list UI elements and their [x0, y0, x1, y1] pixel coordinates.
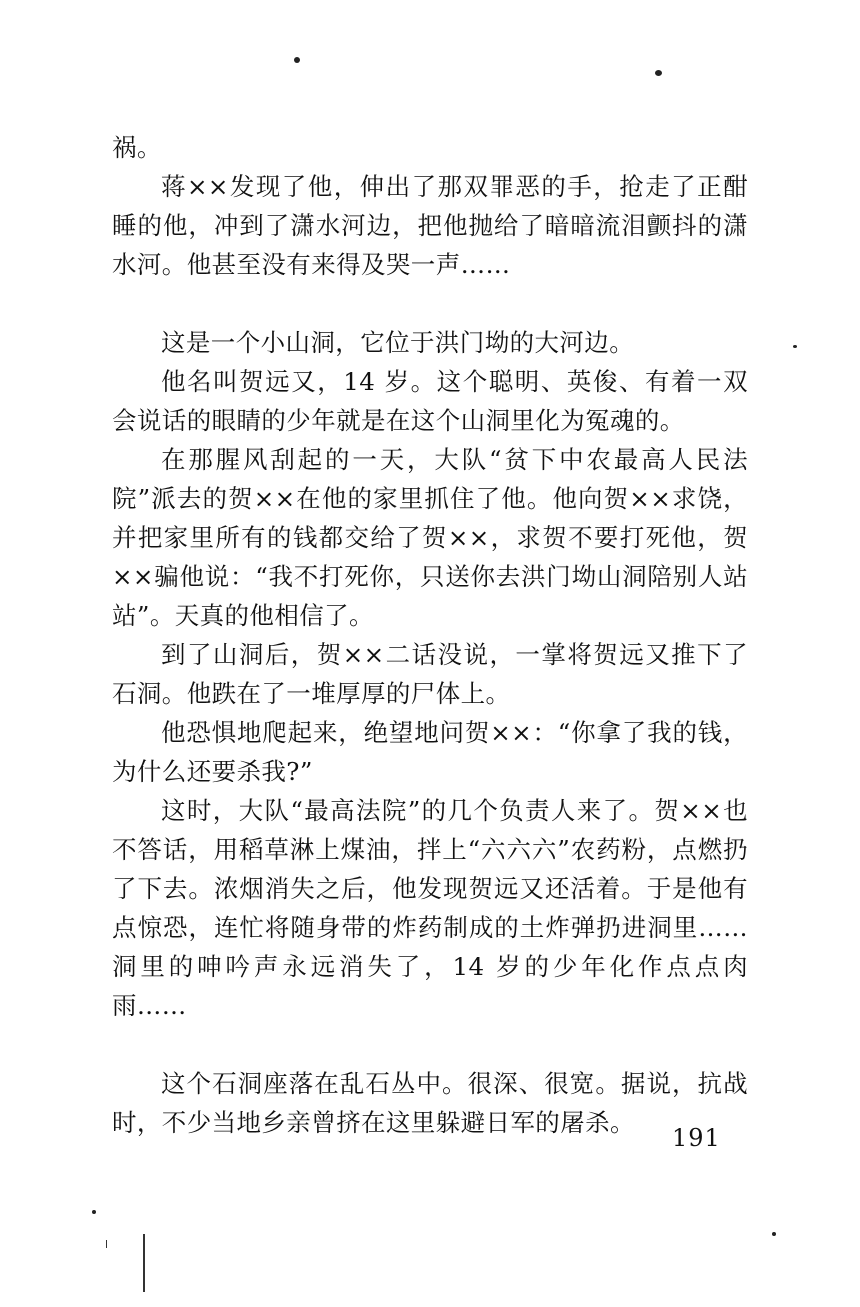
paragraph: 他恐惧地爬起来，绝望地问贺××：“你拿了我的钱，为什么还要杀我?” [112, 718, 748, 786]
scan-speck [772, 1232, 776, 1236]
paragraph: 在那腥风刮起的一天，大队“贫下中农最高人民法院”派去的贺××在他的家里抓住了他。他向贺××求饶，并把家里所有的钱都交给了贺××，求贺不要打死他，贺××骗他说：“我不打死你，只送你去洪门坳山洞陪别人站站”。天真的他相信了。 [112, 445, 748, 630]
paragraph: 这时，大队“最高法院”的几个负责人来了。贺××也不答话，用稻草淋上煤油，拌上“六六六”农药粉，点燃扔了下去。浓烟消失之后，他发现贺远又还活着。于是他有点惊恐，连忙将随身带的炸药制成的土炸弹扔进洞里……洞里的呻吟声永远消失了，14 岁的少年化作点点肉雨…… [112, 796, 748, 1020]
scan-speck [92, 1210, 96, 1214]
scan-speck [655, 70, 662, 76]
paragraph: 这是一个小山洞，它位于洪门坳的大河边。 [161, 328, 635, 357]
paragraph: 蒋××发现了他，伸出了那双罪恶的手，抢走了正酣睡的他，冲到了潇水河边，把他抛给了暗暗流泪颤抖的潇水河。他甚至没有来得及哭一声…… [112, 172, 748, 279]
section-gap [112, 284, 748, 323]
body-text [112, 128, 748, 1142]
paragraph: 这个石洞座落在乱石丛中。很深、很宽。据说，抗战时，不少当地乡亲曾挤在这里躲避日军的屠杀。 [112, 1069, 748, 1137]
paragraph: 他名叫贺远又，14 岁。这个聪明、英俊、有着一双会说话的眼睛的少年就是在这个山洞里化为冤魂的。 [112, 367, 748, 435]
paragraph: 祸。 [112, 133, 162, 162]
scan-margin-line [143, 1234, 145, 1292]
scan-speck [294, 57, 300, 63]
paragraph: 到了山洞后，贺××二话没说，一掌将贺远又推下了石洞。他跌在了一堆厚厚的尸体上。 [112, 640, 748, 708]
scan-margin-line [106, 1240, 107, 1248]
scan-speck [793, 345, 797, 348]
section-gap [112, 1025, 748, 1064]
page-number: 191 [672, 1124, 721, 1152]
